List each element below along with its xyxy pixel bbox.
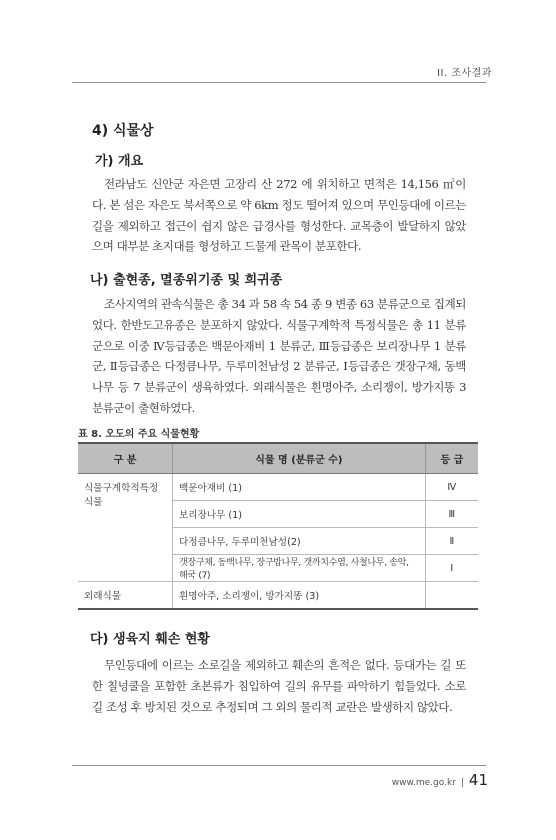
habitat-paragraph: 무인등대에 이르는 소로길을 제외하고 훼손의 흔적은 없다. 등대가는 길 또한 칠넝쿨을 포함한 초본류가 침입하여 길의 유무를 파악하기 힘들었다. 소로길 조성 후 방치된 것으로 추정되며 그 외의 물리적 교란은 발생하지 않았다.	[92, 658, 466, 714]
footer-rule	[72, 765, 486, 766]
grade-cell: Ⅲ	[425, 501, 478, 528]
plant-name-cell: 백문아재비 (1)	[173, 474, 426, 501]
section-title: 4) 식물상	[92, 123, 154, 139]
plant-name-cell: 다정큼나무, 두루미천남성(2)	[173, 528, 426, 555]
species-heading: 나) 출현종, 멸종위기종 및 희귀종	[90, 273, 283, 288]
overview-heading: 가) 개요	[95, 154, 144, 169]
grade-cell: Ⅰ	[425, 555, 478, 582]
grade-cell: Ⅳ	[425, 474, 478, 501]
plant-table	[78, 442, 478, 610]
group-special-plants: 식물구계학적특정식물	[78, 474, 173, 582]
table-caption: 표 8. 오도의 주요 식물현황	[78, 429, 200, 440]
species-block	[92, 294, 466, 419]
chapter-label: II. 조사결과	[437, 68, 492, 79]
page-number: 41	[468, 771, 488, 789]
header-grade: 등 급	[425, 443, 478, 474]
table-header-row	[78, 443, 478, 474]
header-rule	[72, 82, 486, 83]
species-paragraph: 조사지역의 관속식물은 총 34 과 58 속 54 종 9 변종 63 분류군으로 집계되었다. 한반도고유종은 분포하지 않았다. 식물구계학적 특정식물은 총 11 분류군으로 이중 Ⅳ등급종은 백문아재비 1 분류군, Ⅲ등급종은 보리장나무 1 분류군, Ⅱ등급종은 다정큼나무, 두루미천남성 2 분류군, Ⅰ등급종은 갯장구채, 동백나무 등 7 분류군이 생육하였다. 외래식물은 흰명아주, 소리쟁이, 방가지똥 3 분류군이 출현하였다.	[92, 297, 466, 415]
habitat-block	[92, 655, 466, 717]
table-row	[78, 474, 478, 501]
group-alien-plants: 외래식물	[78, 582, 173, 610]
plant-table-wrap	[78, 442, 478, 610]
header-category: 구 분	[78, 443, 173, 474]
header-plant-name: 식물 명 (분류군 수)	[173, 443, 426, 474]
table-row	[78, 582, 478, 610]
footer	[392, 771, 488, 789]
overview-block	[92, 174, 466, 257]
overview-paragraph: 전라남도 신안군 자은면 고장리 산 272 에 위치하고 면적은 14,156 ㎡이다. 본 섬은 자은도 북서쪽으로 약 6km 정도 떨어져 있으며 무인등대에 이르는 길을 제외하고 접근이 쉽지 않은 급경사를 형성한다. 교목층이 발달하지 않았으며 대부분 초지대를 형성하고 드물게 관목이 분포한다.	[92, 177, 466, 254]
grade-cell	[425, 582, 478, 610]
footer-separator: |	[460, 778, 464, 788]
plant-name-cell: 흰명아주, 소리쟁이, 방가지똥 (3)	[173, 582, 426, 610]
grade-cell: Ⅱ	[425, 528, 478, 555]
habitat-heading: 다) 생육지 훼손 현황	[90, 632, 210, 647]
plant-name-cell: 갯장구채, 동백나무, 장구밥나무, 갯까치수염, 사철나무, 송악, 해국 (7)	[173, 555, 426, 582]
footer-url: www.me.go.kr	[391, 778, 456, 788]
plant-name-cell: 보리장나무 (1)	[173, 501, 426, 528]
